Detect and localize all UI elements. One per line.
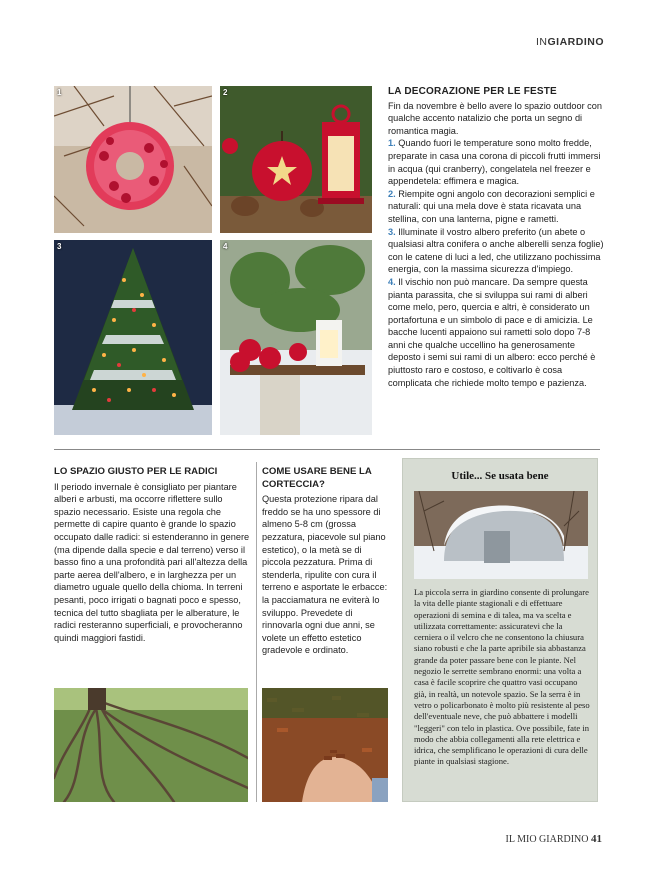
section-divider — [54, 449, 600, 450]
decoration-item: 2. Riempite ogni angolo con decorazioni semplici e naturali: qui una mela dove è stata ricavata una stellina, con una lanterna, pigne e rametti. — [388, 188, 595, 224]
photo-number: 3 — [57, 242, 62, 251]
photo-greenhouse — [414, 491, 588, 579]
photo-bark-mulch — [262, 688, 388, 802]
section-name: GIARDINO — [547, 36, 604, 48]
decoration-item: 3. Illuminate il vostro albero preferito (un abete o qualsiasi altra conifera o anche alberelli senza foglie) con le catene di luci a led, che utilizzano pochissima energia, con la massima sicurezza d'impiego. — [388, 226, 604, 275]
decoration-intro: Fin da novembre è bello avere lo spazio outdoor con qualche accento natalizio che porta un segno di romantica magia. — [388, 100, 602, 136]
photo-lit-tree — [54, 240, 212, 435]
section-header — [536, 36, 604, 48]
section-prefix: IN — [536, 36, 548, 48]
bark-title: COME USARE BENE LA CORTECCIA? — [262, 466, 372, 490]
photo-apple-lantern — [220, 86, 372, 233]
bark-text: Questa protezione ripara dal freddo se ha uno spessore di almeno 5-8 cm (grossa pezzatura, piacevole sul piano estetico), o la metà se di piccola pezzatura. Prima di stenderla, ripulite con cura il terreno e asportate le erbacce: la pacciamatura ne eviterà lo sviluppo. Prevedete di rinnovarla ogni due anni, se volete un effetto estetico gradevole e ordinato. — [262, 494, 388, 656]
photo-roots — [54, 688, 248, 802]
photo-mistletoe — [220, 240, 372, 435]
box-text: La piccola serra in giardino consente di prolungare la vita delle piante stagionali e di effettuare operazioni di semina e di talea, ma va scelta e utilizzata correttamente: assicuratevi che la cerniera o il velcro che ne consentono la chiusura siano robusti e che la parte apribile sia abbastanza grande da poter passare bene con le piante. Nel negozio le serrette sembrano enormi: una volta a casa è facile scoprire che quattro vasi occupano già, in realtà, un notevole spazio. Se la serra è in vetro o policarbonato è molto più resistente al peso dell'eventuale neve, che può abbattere i modelli "leggeri" con telo in plastica. Ove possibile, fate in modo che abbia collegamenti alla rete elettrica e idrica, che semplificano le operazioni di cura delle piante in qualsiasi stagione. — [414, 587, 590, 767]
page-footer — [506, 833, 602, 845]
decoration-item: 4. Il vischio non può mancare. Da sempre questa pianta parassita, che si sviluppa sui rami di alberi come melo, pero, quercia e altri, è considerato un portafortuna e un simbolo di pace e di amicizia. Le bacche lucenti appaiono sui rametti solo dopo 7-8 anni che qualche uccellino ha generosamente deposto i semi sui rami di un albero: ecco perché è piuttosto raro e costoso, e coltivarlo è cosa complicata che richiede molto tempo e pazienza. — [388, 276, 596, 388]
photo-number: 2 — [223, 88, 228, 97]
roots-title: LO SPAZIO GIUSTO PER LE RADICI — [54, 466, 218, 477]
box-title: Utile... Se usata bene — [451, 470, 549, 482]
page-number: 41 — [591, 833, 602, 845]
decoration-item: 1. Quando fuori le temperature sono molto fredde, preparate in casa una corona di piccoli frutti immersi in acqua (qui cranberry), congelatela nel freezer e appendetela: effimera e magica. — [388, 138, 601, 187]
photo-ice-wreath — [54, 86, 212, 233]
decoration-article — [388, 86, 608, 389]
roots-article — [54, 466, 250, 644]
magazine-name: IL MIO GIARDINO — [505, 834, 589, 845]
roots-text: Il periodo invernale è consigliato per piantare alberi e arbusti, ma occorre riflettere sullo spazio necessario. Esiste una regola che permette di capire quanto è grande lo spazio occupato dalle radici: si estenderanno in genere (ma dipende dalla specie e dal terreno) verso il basso fino a una profondità pari all'altezza della parte aerea dell'albero, e in larghezza per un diametro uguale quello della chioma. In terreni pesanti, poco irrigati o bagnati poco e spesso, tecnica del tutto sbagliata per le alberature, le radici resteranno superficiali, e provocheranno quindi maggiori fastidi. — [54, 481, 250, 643]
column-divider — [256, 462, 257, 802]
decoration-title: LA DECORAZIONE PER LE FESTE — [388, 86, 557, 97]
photo-number: 4 — [223, 242, 228, 251]
bark-article — [262, 466, 388, 657]
greenhouse-box — [402, 458, 598, 802]
photo-number: 1 — [57, 88, 62, 97]
